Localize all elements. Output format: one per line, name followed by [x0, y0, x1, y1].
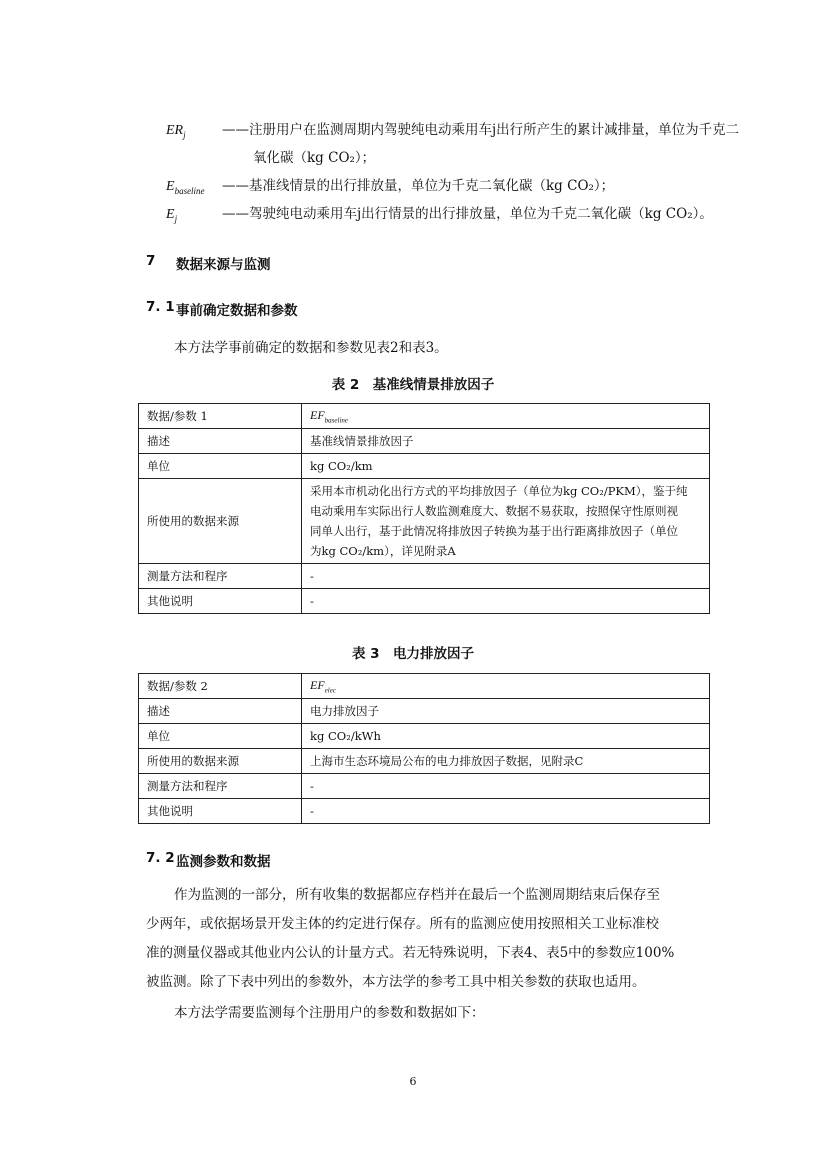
section-7-2-number: 7. 2 — [146, 850, 175, 866]
symbol-e-j: $E_j$ — [166, 207, 178, 224]
section-7-1-title: 事前确定数据和参数 — [176, 303, 298, 319]
table-row — [139, 454, 710, 479]
symbol-e-baseline: $E_{baseline}$ — [166, 179, 205, 196]
table-3 — [138, 673, 710, 824]
table-cell-value: - — [302, 799, 710, 824]
section-7-2-para1-line1: 作为监测的一部分，所有收集的数据都应存档并在最后一个监测周期结束后保存至 — [174, 887, 660, 903]
table-row — [139, 774, 710, 799]
section-7-2-para1-line3: 准的测量仪器或其他业内公认的计量方式。若无特殊说明，下表4、表5中的参数应100% — [146, 945, 675, 961]
section-7-2-title: 监测参数和数据 — [176, 854, 271, 870]
table-row — [139, 404, 710, 429]
table-cell-value: $EF_{baseline}$ — [302, 404, 710, 429]
table-cell-label: 所使用的数据来源 — [139, 479, 302, 564]
table-cell-label: 所使用的数据来源 — [139, 749, 302, 774]
table-row — [139, 429, 710, 454]
table-cell-label: 单位 — [139, 454, 302, 479]
table-cell-value — [302, 479, 710, 564]
section-7-2-para2: 本方法学需要监测每个注册用户的参数和数据如下： — [174, 1005, 485, 1021]
definition-e-baseline-text: ——基准线情景的出行排放量，单位为千克二氧化碳（kg CO₂）； — [222, 178, 615, 194]
table-row — [139, 799, 710, 824]
table-cell-label: 描述 — [139, 429, 302, 454]
table-cell-label: 其他说明 — [139, 589, 302, 614]
table-cell-value: - — [302, 589, 710, 614]
table-cell-line: 采用本市机动化出行方式的平均排放因子（单位为kg CO₂/PKM），鉴于纯 — [310, 484, 688, 498]
table-cell-label: 测量方法和程序 — [139, 774, 302, 799]
table-row — [139, 674, 710, 699]
section-7-2-para1-line4: 被监测。除了下表中列出的参数外，本方法学的参考工具中相关参数的获取也适用。 — [146, 974, 646, 990]
table-cell-value: $EF_{elec}$ — [302, 674, 710, 699]
section-7-1-intro: 本方法学事前确定的数据和参数见表2和表3。 — [174, 340, 448, 356]
table-cell-line: 同单人出行，基于此情况将排放因子转换为基于出行距离排放因子（单位 — [310, 524, 678, 538]
section-7-2-para1-line2: 少两年，或依据场景开发主体的约定进行保存。所有的监测应使用按照相关工业标准校 — [146, 916, 659, 932]
table-row — [139, 749, 710, 774]
table-row — [139, 479, 710, 564]
table-row — [139, 699, 710, 724]
table-cell-value: kg CO₂/km — [302, 454, 710, 479]
table-cell-value: 电力排放因子 — [302, 699, 710, 724]
table-2 — [138, 403, 710, 614]
table-cell-value: 上海市生态环境局公布的电力排放因子数据，见附录C — [302, 749, 710, 774]
definition-er-j-text-cont: 氧化碳（kg CO₂）； — [253, 150, 376, 166]
table-cell-label: 数据/参数 2 — [139, 674, 302, 699]
definition-e-j-text: ——驾驶纯电动乘用车j出行情景的出行排放量，单位为千克二氧化碳（kg CO₂）。 — [222, 206, 713, 222]
table-cell-label: 数据/参数 1 — [139, 404, 302, 429]
table-row — [139, 724, 710, 749]
definition-er-j-text: ——注册用户在监测周期内驾驶纯电动乘用车j出行所产生的累计减排量，单位为千克二 — [222, 122, 740, 138]
section-7-1-number: 7. 1 — [146, 299, 175, 315]
table-cell-value: 基准线情景排放因子 — [302, 429, 710, 454]
section-7-number: 7 — [146, 253, 156, 269]
table-cell-line: 为kg CO₂/km），详见附录A — [310, 544, 456, 558]
table-2-caption: 表 2 基准线情景排放因子 — [331, 377, 495, 393]
table-cell-label: 单位 — [139, 724, 302, 749]
section-7-title: 数据来源与监测 — [176, 257, 271, 273]
table-cell-value: - — [302, 774, 710, 799]
symbol-er-j: $ER_j$ — [166, 123, 186, 140]
definition-er-j — [166, 120, 186, 145]
table-cell-value: - — [302, 564, 710, 589]
table-cell-label: 描述 — [139, 699, 302, 724]
table-cell-label: 其他说明 — [139, 799, 302, 824]
table-row — [139, 564, 710, 589]
table-cell-value: kg CO₂/kWh — [302, 724, 710, 749]
page-number: 6 — [409, 1075, 417, 1088]
table-cell-label: 测量方法和程序 — [139, 564, 302, 589]
definition-e-j — [166, 204, 177, 229]
definition-e-baseline — [166, 176, 205, 201]
table-3-caption: 表 3 电力排放因子 — [351, 646, 475, 662]
table-cell-line: 电动乘用车实际出行人数监测难度大、数据不易获取，按照保守性原则视 — [310, 504, 678, 518]
table-row — [139, 589, 710, 614]
